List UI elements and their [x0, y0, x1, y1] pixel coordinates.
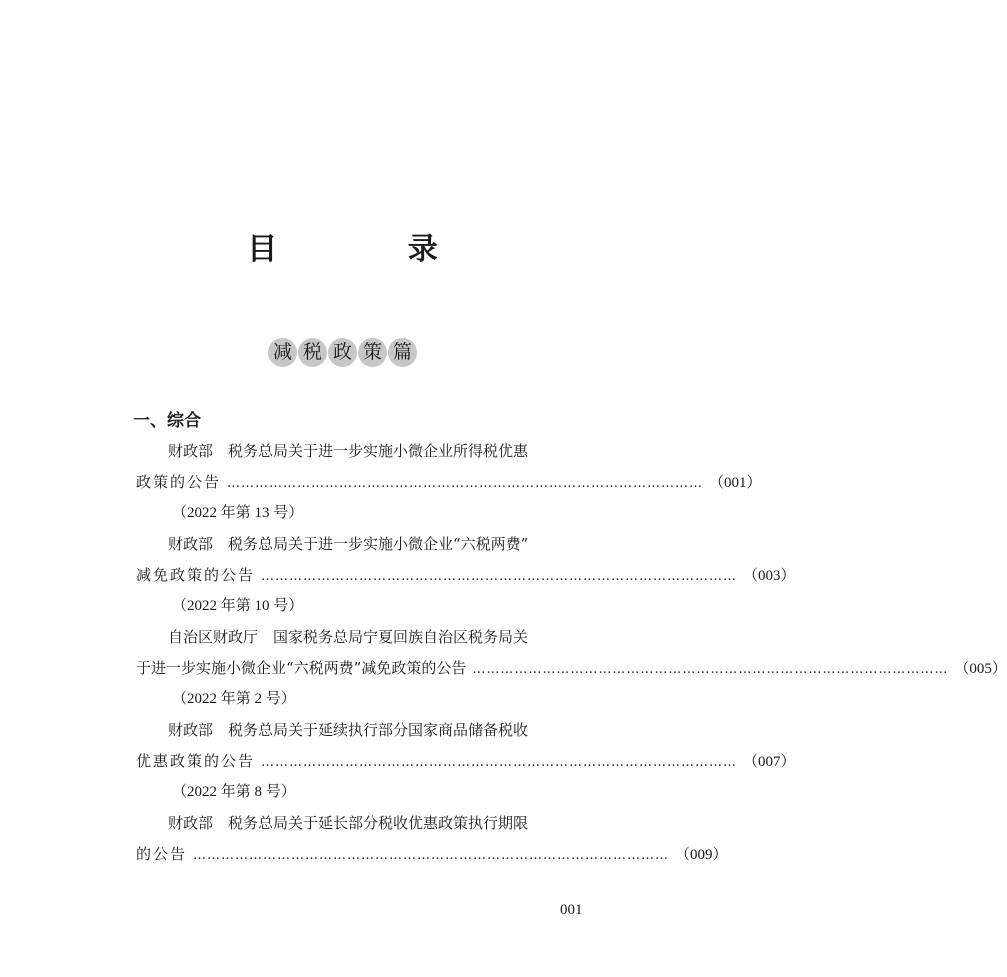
- toc-entry-leader-line: [136, 560, 796, 591]
- toc-list: [136, 436, 1007, 870]
- page-title: 目 录: [247, 232, 498, 267]
- toc-entry-title-line1: 财政部 税务总局关于延长部分税收优惠政策执行期限: [168, 814, 529, 832]
- toc-entry-leader-line: [136, 839, 728, 870]
- toc-entry-page: （005）: [954, 661, 1007, 677]
- dot-leader: …………………………………………………………………………………………: [227, 476, 704, 491]
- toc-entry-page: （009）: [675, 847, 728, 863]
- toc-entry[interactable]: [136, 529, 796, 622]
- part-banner-char: 策: [358, 338, 387, 367]
- toc-entry-page: （001）: [709, 475, 762, 491]
- toc-entry[interactable]: [136, 808, 728, 870]
- part-banner-char: 篇: [388, 338, 417, 367]
- toc-entry[interactable]: [136, 436, 762, 529]
- toc-entry-doc-number: （2022 年第 8 号）: [172, 784, 296, 800]
- toc-entry-title-line1: 财政部 税务总局关于延续执行部分国家商品储备税收: [168, 721, 529, 739]
- toc-entry-title-line2: 政策的公告: [136, 473, 222, 491]
- toc-entry-title-line1: 财政部 税务总局关于进一步实施小微企业“六税两费”: [168, 535, 529, 553]
- toc-entry-title-line1: 自治区财政厅 国家税务总局宁夏回族自治区税务局关: [168, 628, 529, 646]
- toc-entry-title-line2: 减免政策的公告: [136, 566, 256, 584]
- toc-entry-doc-number: （2022 年第 2 号）: [172, 691, 296, 707]
- toc-entry-page: （003）: [743, 568, 796, 584]
- toc-entry[interactable]: [136, 715, 796, 808]
- toc-entry-title-line1: 财政部 税务总局关于进一步实施小微企业所得税优惠: [168, 442, 529, 460]
- toc-entry-page: （007）: [743, 754, 796, 770]
- page-number: 001: [560, 902, 583, 918]
- dot-leader: …………………………………………………………………………………………: [193, 848, 670, 863]
- toc-entry-leader-line: [136, 467, 762, 498]
- toc-entry-title-line2: 优惠政策的公告: [136, 752, 256, 770]
- part-banner: [0, 338, 685, 367]
- dot-leader: …………………………………………………………………………………………: [261, 569, 738, 584]
- toc-entry-leader-line: [136, 746, 796, 777]
- toc-entry-title-line2: 的公告: [136, 845, 188, 863]
- toc-entry[interactable]: [136, 622, 1007, 715]
- toc-entry-title-line2: 于进一步实施小微企业“六税两费”减免政策的公告: [136, 659, 467, 677]
- dot-leader: …………………………………………………………………………………………: [472, 662, 949, 677]
- part-banner-char: 减: [268, 338, 297, 367]
- section-heading: 一、综合: [133, 411, 201, 431]
- toc-entry-doc-number: （2022 年第 10 号）: [172, 598, 304, 614]
- toc-entry-leader-line: [136, 653, 1007, 684]
- toc-entry-doc-number: （2022 年第 13 号）: [172, 505, 304, 521]
- part-banner-char: 政: [328, 338, 357, 367]
- dot-leader: …………………………………………………………………………………………: [261, 755, 738, 770]
- part-banner-char: 税: [298, 338, 327, 367]
